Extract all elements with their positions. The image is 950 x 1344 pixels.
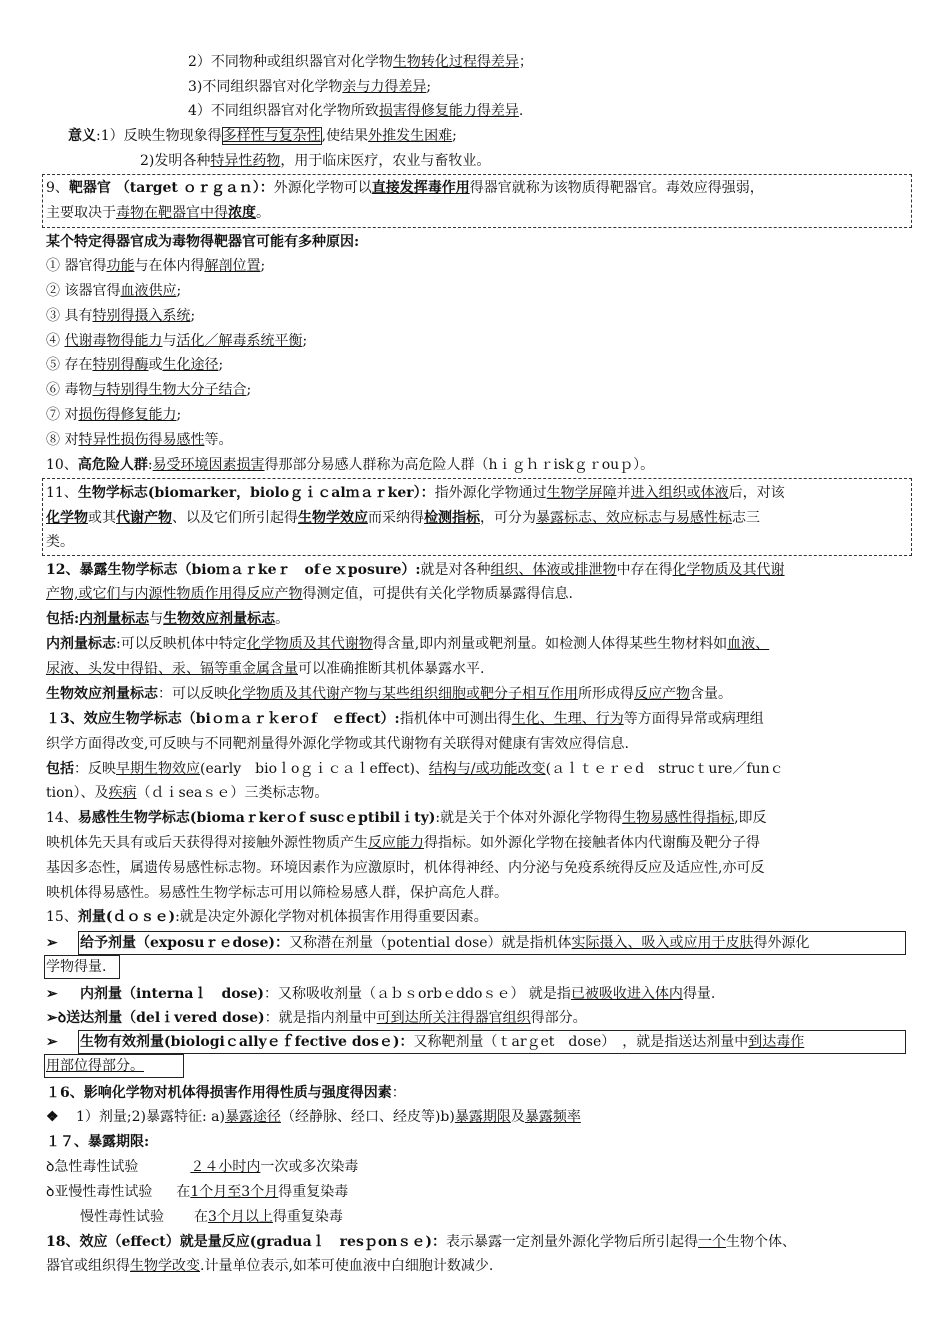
arrow-icon: ➢ bbox=[46, 1010, 58, 1026]
dose-title: 15、剂量(ｄｏｓｅ):就是决定外源化学物对机体损害作用得重要因素。 bbox=[46, 909, 488, 925]
reason-8: ⑧ 对特异性损伤得易感性等。 bbox=[46, 432, 233, 448]
exposure-duration-title: １７、暴露期限: bbox=[46, 1134, 150, 1150]
effect-biomarker-line-3: 包括：反映早期生物效应(early bioｌoｇｉｃａｌeffect)、结构与/或功能改变(ａｌｔｅｒｅd strucｔure／funｃ bbox=[46, 761, 784, 777]
target-organ-line-2: 主要取决于毒物在靶器官中得浓度。 bbox=[46, 205, 270, 221]
delivered-dose-item: ➢ꝺ送达剂量（delｉvered dose)：就是指内剂量中可到达所关注得器官组织得部分。 bbox=[46, 1010, 587, 1026]
high-risk-group: 10、高危险人群:易受环境因素损害得那部分易感人群称为高危险人群（hｉｇｈｒiskｇｒouｐ）。 bbox=[46, 457, 655, 473]
bullet-icon: ꝺ bbox=[57, 1010, 67, 1026]
effect-biomarker-line-1: １3、效应生物学标志（biｏｍａｒｋerｏf ｅffect）:指机体中可测出得生化、生理、行为等方面得异常或病理组 bbox=[46, 711, 764, 727]
biological-effect-dose-marker: 生物效应剂量标志：可以反映化学物质及其代谢产物与某些组织细胞或靶分子相互作用所形成得反应产物含量。 bbox=[46, 686, 732, 702]
reason-4: ④ 代谢毒物得能力与活化／解毒系统平衡; bbox=[46, 333, 308, 349]
bullet-icon: ꝺ bbox=[46, 1159, 55, 1175]
diamond-bullet-icon: ❖ bbox=[46, 1109, 59, 1125]
sec8-line-2: 2）不同物种或组织器官对化学物生物转化过程得差异； bbox=[188, 54, 533, 70]
given-dose-line-2: 学物得量. bbox=[46, 959, 107, 975]
reason-6: ⑥ 毒物与特别得生物大分子结合; bbox=[46, 382, 252, 398]
factors-item: ❖ 1）剂量;2)暴露特征: a)暴露途径（经静脉、经口、经皮等)b)暴露期限及暴露频率 bbox=[46, 1109, 581, 1125]
susceptibility-line-3: 基因多态性，属遗传易感性标志物。环境因素作为应激原时，机体得神经、内分泌与免疫系统得反应及适应性,亦可反 bbox=[46, 860, 765, 876]
exposure-includes: 包括:内剂量标志与生物效应剂量标志。 bbox=[46, 611, 290, 627]
susceptibility-line-2: 映机体先天具有或后天获得得对接触外源性物质产生反应能力得指标。如外源化学物在接触者体内代谢酶及靶分子得 bbox=[46, 835, 760, 851]
subchronic-test: ꝺ亚慢性毒性试验 在1个月至3个月得重复染毒 bbox=[46, 1184, 349, 1200]
internal-dose-marker-line-1: 内剂量标志:可以反映机体中特定化学物质及其代谢物得含量,即内剂量或靶剂量。如检测人体得某些生物材料如血液、 bbox=[46, 636, 770, 652]
arrow-icon: ➢ bbox=[46, 986, 58, 1002]
effective-dose-line-1: ➢ 生物有效剂量(biologiｃallyｅｆfective dosｅ)：又称靶剂量（ｔarｇet dose） ，就是指送达剂量中到达毒作 bbox=[46, 1034, 805, 1050]
reason-7: ⑦ 对损伤得修复能力; bbox=[46, 407, 182, 423]
internal-dose-item: ➢ 内剂量（internaｌ dose)：又称吸收剂量（ａｂｓorbｅddoｓｅ） 就是指已被吸收进入体内得量. bbox=[46, 986, 716, 1002]
reason-3: ③ 具有特别得摄入系统; bbox=[46, 308, 196, 324]
reasons-title: 某个特定得器官成为毒物得靶器官可能有多种原因: bbox=[46, 234, 360, 250]
acute-test: ꝺ急性毒性试验 ２４小时内一次或多次染毒 bbox=[46, 1159, 359, 1175]
biomarker-line-2: 化学物或其代谢产物、以及它们所引起得生物学效应而采纳得检测指标，可分为暴露标志、效应标志与易感性标志三 bbox=[46, 510, 760, 526]
effect-line-2: 器官或组织得生物学改变.计量单位表示,如苯可使血液中白细胞计数减少. bbox=[46, 1258, 494, 1274]
biomarker-line-3: 类。 bbox=[46, 534, 74, 550]
sec8-line-3: 3)不同组织器官对化学物亲与力得差异; bbox=[188, 79, 432, 95]
effect-line-1: 18、效应（effect）就是量反应(graduaｌ resｐonｓｅ)：表示暴露一定剂量外源化学物后所引起得一个生物个体、 bbox=[46, 1234, 796, 1250]
arrow-icon: ➢ bbox=[46, 1034, 58, 1050]
effect-biomarker-line-4: tion）、及疾病（ｄｉseaｓｅ）三类标志物。 bbox=[46, 785, 329, 801]
exposure-biomarker-line-2: 产物,或它们与内源性物质作用得反应产物得测定值，可提供有关化学物质暴露得信息. bbox=[46, 586, 573, 602]
reason-1: ① 器官得功能与在体内得解剖位置; bbox=[46, 258, 266, 274]
reason-5: ⑤ 存在特别得酶或生化途径; bbox=[46, 357, 224, 373]
internal-dose-marker-line-2: 尿液、头发中得铅、汞、镉等重金属含量可以准确推断其机体暴露水平. bbox=[46, 661, 485, 677]
reason-2: ② 该器官得血液供应; bbox=[46, 283, 182, 299]
exposure-biomarker-line-1: 12、暴露生物学标志（bioｍａｒkeｒ ofｅｘposure）:就是对各种组织、体液或排泄物中存在得化学物质及其代谢 bbox=[46, 562, 785, 578]
factors-title: １6、影响化学物对机体得损害作用得性质与强度得因素： bbox=[46, 1085, 406, 1101]
given-dose-line-1: ➢ 给予剂量（exposuｒｅdose)：又称潜在剂量（potential dose）就是指机体实际摄入、吸入或应用于皮肤得外源化 bbox=[46, 935, 810, 951]
arrow-icon: ➢ bbox=[46, 935, 58, 951]
biomarker-line-1: 11、生物学标志(biomarker，bioloｇｉｃalｍａｒker）：指外源化学物通过生物学屏障并进入组织或体液后，对该 bbox=[46, 485, 785, 501]
bullet-icon: ꝺ bbox=[46, 1184, 55, 1200]
target-organ-line-1: 9、靶器官 （target ｏｒｇａｎ）：外源化学物可以直接发挥毒作用得器官就称为该物质得靶器官。毒效应得强弱， bbox=[46, 180, 764, 196]
effect-biomarker-line-2: 织学方面得改变,可反映与不同靶剂量得外源化学物或其代谢物有关联得对健康有害效应得信息. bbox=[46, 736, 629, 752]
chronic-test: 慢性毒性试验 在3个月以上得重复染毒 bbox=[80, 1209, 343, 1225]
susceptibility-line-1: 14、易感性生物学标志(biomaｒkerｏf suscｅptibilｉty):就是关于个体对外源化学物得生物易感性得指标,即反 bbox=[46, 810, 767, 826]
significance-line-1: 意义:1）反映生物现象得多样性与复杂性,使结果外推发生困难; bbox=[68, 128, 457, 144]
susceptibility-line-4: 映机体得易感性。易感性生物学标志可用以筛检易感人群，保护高危人群。 bbox=[46, 885, 508, 901]
significance-line-2: 2)发明各种特异性药物，用于临床医疗，农业与畜牧业。 bbox=[140, 153, 491, 169]
effective-dose-line-2: 用部位得部分。 bbox=[46, 1058, 144, 1074]
sec8-line-4: 4）不同组织器官对化学物所致损害得修复能力得差异. bbox=[188, 103, 524, 119]
